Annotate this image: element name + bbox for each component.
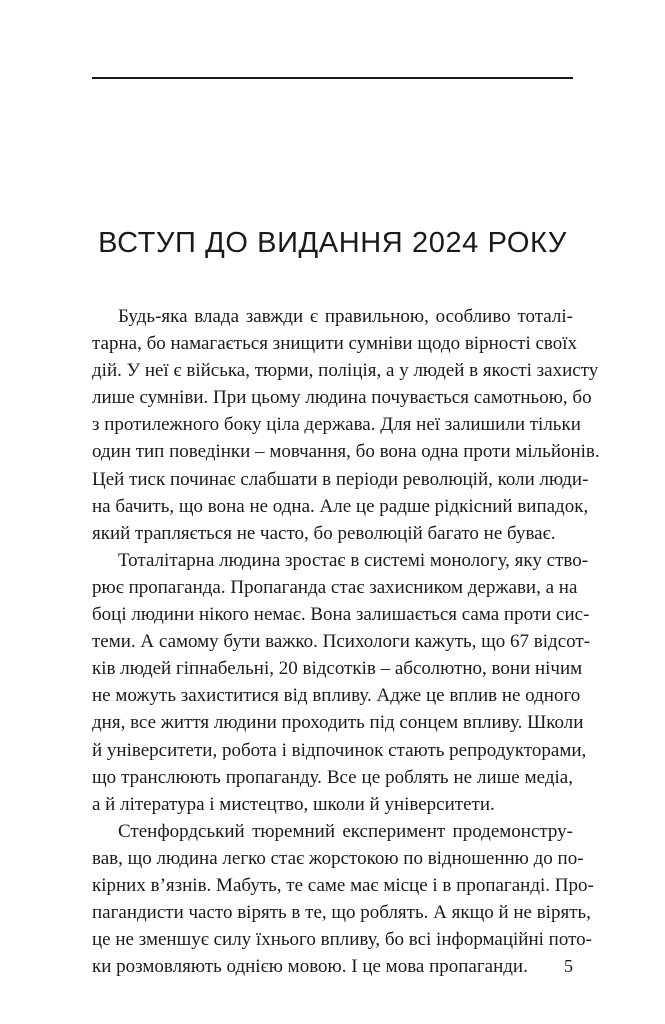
page-number: 5 (564, 956, 573, 976)
text-line: Тоталітарна людина зростає в системі монологу, яку ство- (118, 549, 589, 571)
text-line: боці людини нікого немає. Вона залишається сама проти сис- (92, 604, 590, 626)
text-line: вав, що людина легко стає жорстокою по відношенню до по- (92, 847, 584, 869)
text-line: дня, все життя людини проходить під сонцем впливу. Школи (92, 712, 584, 734)
text-line: не можуть захиститися від впливу. Адже це вплив не одного (92, 685, 581, 707)
paragraph-2 (92, 547, 591, 818)
text-line: це не зменшує силу їхнього впливу, бо всі інформаційні пото- (92, 929, 592, 951)
paragraph-1 (92, 303, 600, 547)
text-line: один тип поведінки – мовчання, бо вона одна проти мільйонів. (92, 441, 600, 463)
body-text (92, 303, 600, 980)
text-line: Цей тиск починає слабшати в періоди революцій, коли люди- (92, 468, 589, 490)
text-line: який трапляється не часто, бо революцій багато не буває. (92, 522, 556, 544)
text-line: тарна, бо намагається знищити сумніви щодо вірності своїх (92, 333, 578, 355)
text-line: пагандисти часто вірять в те, що роблять. А якщо й не вірять, (92, 902, 591, 924)
text-line: й університети, робота і відпочинок стають репродукторами, (92, 739, 587, 761)
text-line: Будь-яка влада завжди є правильною, особливо тоталі- (118, 306, 573, 327)
text-line: а й література і мистецтво, школи й університети. (92, 793, 495, 815)
text-line: лише сумніви. При цьому людина почувається самотньою, бо (92, 387, 592, 409)
chapter-title: ВСТУП ДО ВИДАННЯ 2024 РОКУ (98, 227, 567, 259)
text-line: що транслюють пропаганду. Все це роблять не лише медіа, (92, 766, 573, 788)
text-line: Стенфордський тюремний експеримент продемонстру- (118, 820, 573, 842)
text-line: ки розмовляють однією мовою. І це мова пропаганди. (92, 956, 528, 978)
text-line: ків людей гіпнабельні, 20 відсотків – абсолютно, вони нічим (92, 658, 583, 680)
text-line: рює пропаганда. Пропаганда стає захисником держави, а на (92, 576, 578, 598)
paragraph-3 (92, 818, 594, 981)
text-line: дій. У неї є війська, тюрми, поліція, а у людей в якості захисту (92, 360, 599, 382)
text-line: на бачить, що вона не одна. Але це радше рідкісний випадок, (92, 495, 589, 517)
text-line: теми. А самому бути важко. Психологи кажуть, що 67 відсот- (92, 631, 591, 653)
header-rule (92, 77, 573, 79)
text-line: кірних в’язнів. Мабуть, те саме має місце і в пропаганді. Про- (92, 874, 594, 896)
text-line: з протилежного боку ціла держава. Для неї залишили тільки (92, 414, 581, 436)
